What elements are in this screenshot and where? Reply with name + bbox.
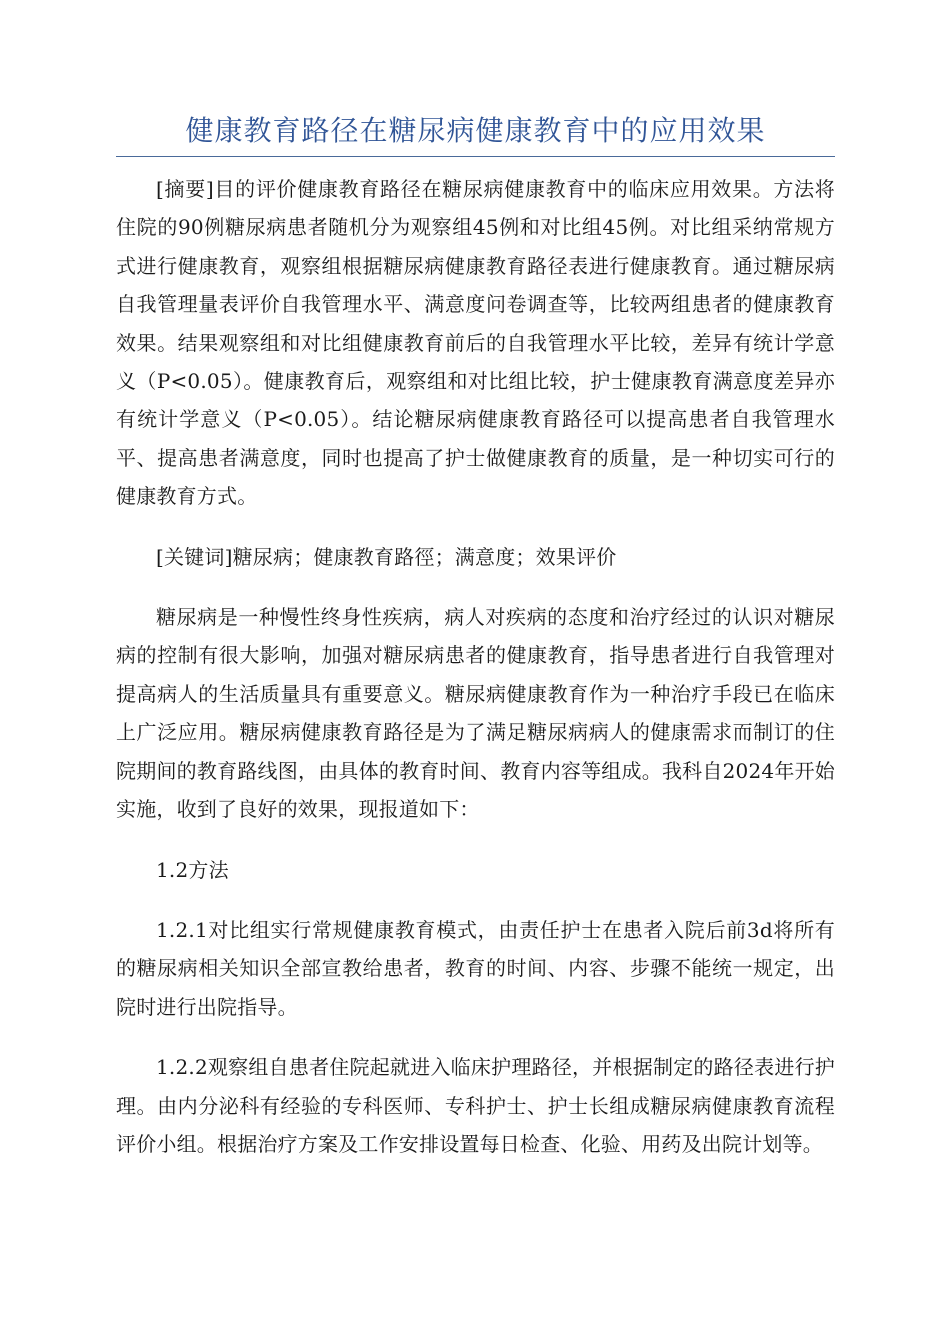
method-paragraph-1-2-2: 1.2.2观察组自患者住院起就进入临床护理路径，并根据制定的路径表进行护理。由内分泌科有经验的专科医师、专科护士、护士长组成糖尿病健康教育流程评价小组。根据治疗方案及工作安排设置每日检查、化验、用药及出院计划等。 xyxy=(116,1055,835,1156)
method-paragraph-1-2-1: 1.2.1对比组实行常规健康教育模式，由责任护士在患者入院后前3d将所有的糖尿病相关知识全部宣教给患者，教育的时间、内容、步骤不能统一规定，出院时进行出院指导。 xyxy=(116,917,835,1019)
title-block xyxy=(116,112,835,157)
abstract-paragraph: [摘要]目的评价健康教育路径在糖尿病健康教育中的临床应用效果。方法将住院的90例糖尿病患者随机分为观察组45例和对比组45例。对比组采纳常规方式进行健康教育，观察组根据糖尿病健康教育路径表进行健康教育。通过糖尿病自我管理量表评价自我管理水平、满意度问卷调查等，比较两组患者的健康教育效果。结果观察组和对比组健康教育前后的自我管理水平比较，差异有统计学意义（P<0.05）。健康教育后，观察组和对比组比较，护士健康教育满意度差异亦有统计学意义（P<0.05）。结论糖尿病健康教育路径可以提高患者自我管理水平、提高患者满意度，同时也提高了护士做健康教育的质量，是一种切实可行的健康教育方式。 xyxy=(116,177,835,509)
document-body xyxy=(116,170,835,1185)
page-title: 健康教育路径在糖尿病健康教育中的应用效果 xyxy=(185,114,766,147)
section-heading-methods: 1.2方法 xyxy=(156,857,229,882)
intro-paragraph: 糖尿病是一种慢性终身性疾病，病人对疾病的态度和治疗经过的认识对糖尿病的控制有很大影响，加强对糖尿病患者的健康教育，指导患者进行自我管理对提高病人的生活质量具有重要意义。糖尿病健康教育作为一种治疗手段已在临床上广泛应用。糖尿病健康教育路径是为了满足糖尿病病人的健康需求而制订的住院期间的教育路线图，由具体的教育时间、教育内容等组成。我科自2024年开始实施，收到了良好的效果，现报道如下： xyxy=(116,605,835,822)
keywords-paragraph: [关键词]糖尿病；健康教育路徑；满意度；效果评价 xyxy=(156,544,617,569)
